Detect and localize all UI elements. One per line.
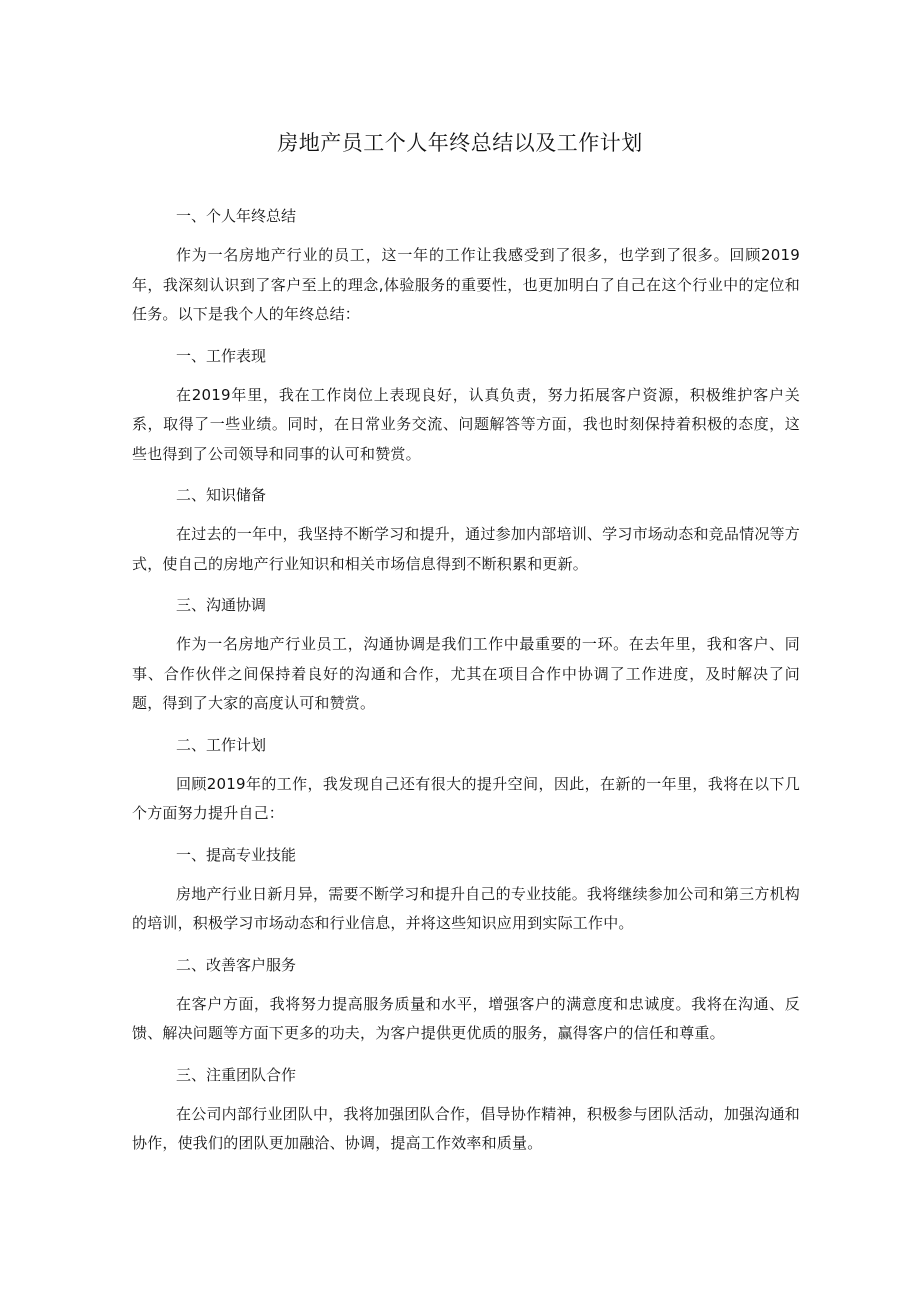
- section-teamwork: [132, 1059, 800, 1159]
- section-professional-skills: [132, 839, 800, 949]
- section-heading: 二、改善客户服务: [176, 955, 297, 974]
- section-heading: 一、工作表现: [176, 346, 267, 365]
- section-paragraph: 作为一名房地产行业员工，沟通协调是我们工作中最重要的一环。在去年里，我和客户、同事、合作伙伴之间保持着良好的沟通和合作，尤其在项目合作中协调了工作进度，及时解决了问题，得到了大家的高度认可和赞赏。: [132, 635, 800, 712]
- section-paragraph: 在2019年里，我在工作岗位上表现良好，认真负责，努力拓展客户资源，积极维护客户关系，取得了一些业绩。同时，在日常业务交流、问题解答等方面，我也时刻保持着积极的态度，这些也得到了公司领导和同事的认可和赞赏。: [132, 385, 800, 463]
- section-work-plan: [132, 729, 800, 839]
- section-paragraph: 在客户方面，我将努力提高服务质量和水平，增强客户的满意度和忠诚度。我将在沟通、反馈、解决问题等方面下更多的功夫，为客户提供更优质的服务，赢得客户的信任和尊重。: [132, 994, 800, 1042]
- section-knowledge: [132, 479, 800, 589]
- document-body: [132, 200, 800, 1159]
- section-heading: 二、知识储备: [176, 486, 267, 504]
- section-paragraph: 在过去的一年中，我坚持不断学习和提升，通过参加内部培训、学习市场动态和竞品情况等方式，使自己的房地产行业知识和相关市场信息得到不断积累和更新。: [132, 525, 800, 573]
- section-paragraph: 作为一名房地产行业的员工，这一年的工作让我感受到了很多，也学到了很多。回顾2019年，我深刻认识到了客户至上的理念,体验服务的重要性，也更加明白了自己在这个行业中的定位和任务。以下是我个人的年终总结：: [132, 246, 800, 323]
- section-paragraph: 回顾2019年的工作，我发现自己还有很大的提升空间，因此，在新的一年里，我将在以下几个方面努力提升自己：: [132, 774, 800, 822]
- section-heading: 二、工作计划: [176, 735, 267, 754]
- section-paragraph: 在公司内部行业团队中，我将加强团队合作，倡导协作精神，积极参与团队活动，加强沟通和协作，使我们的团队更加融洽、协调，提高工作效率和质量。: [132, 1104, 800, 1152]
- section-heading: 一、个人年终总结: [176, 207, 297, 225]
- section-heading: 三、沟通协调: [176, 596, 267, 614]
- section-heading: 三、注重团队合作: [176, 1065, 297, 1084]
- section-annual-summary: [132, 200, 800, 340]
- section-paragraph: 房地产行业日新月异，需要不断学习和提升自己的专业技能。我将继续参加公司和第三方机构的培训，积极学习市场动态和行业信息，并将这些知识应用到实际工作中。: [132, 884, 800, 932]
- section-work-performance: [132, 340, 800, 480]
- section-communication: [132, 589, 800, 729]
- document-title: 房地产员工个人年终总结以及工作计划: [277, 131, 643, 155]
- section-heading: 一、提高专业技能: [176, 845, 297, 864]
- section-customer-service: [132, 949, 800, 1059]
